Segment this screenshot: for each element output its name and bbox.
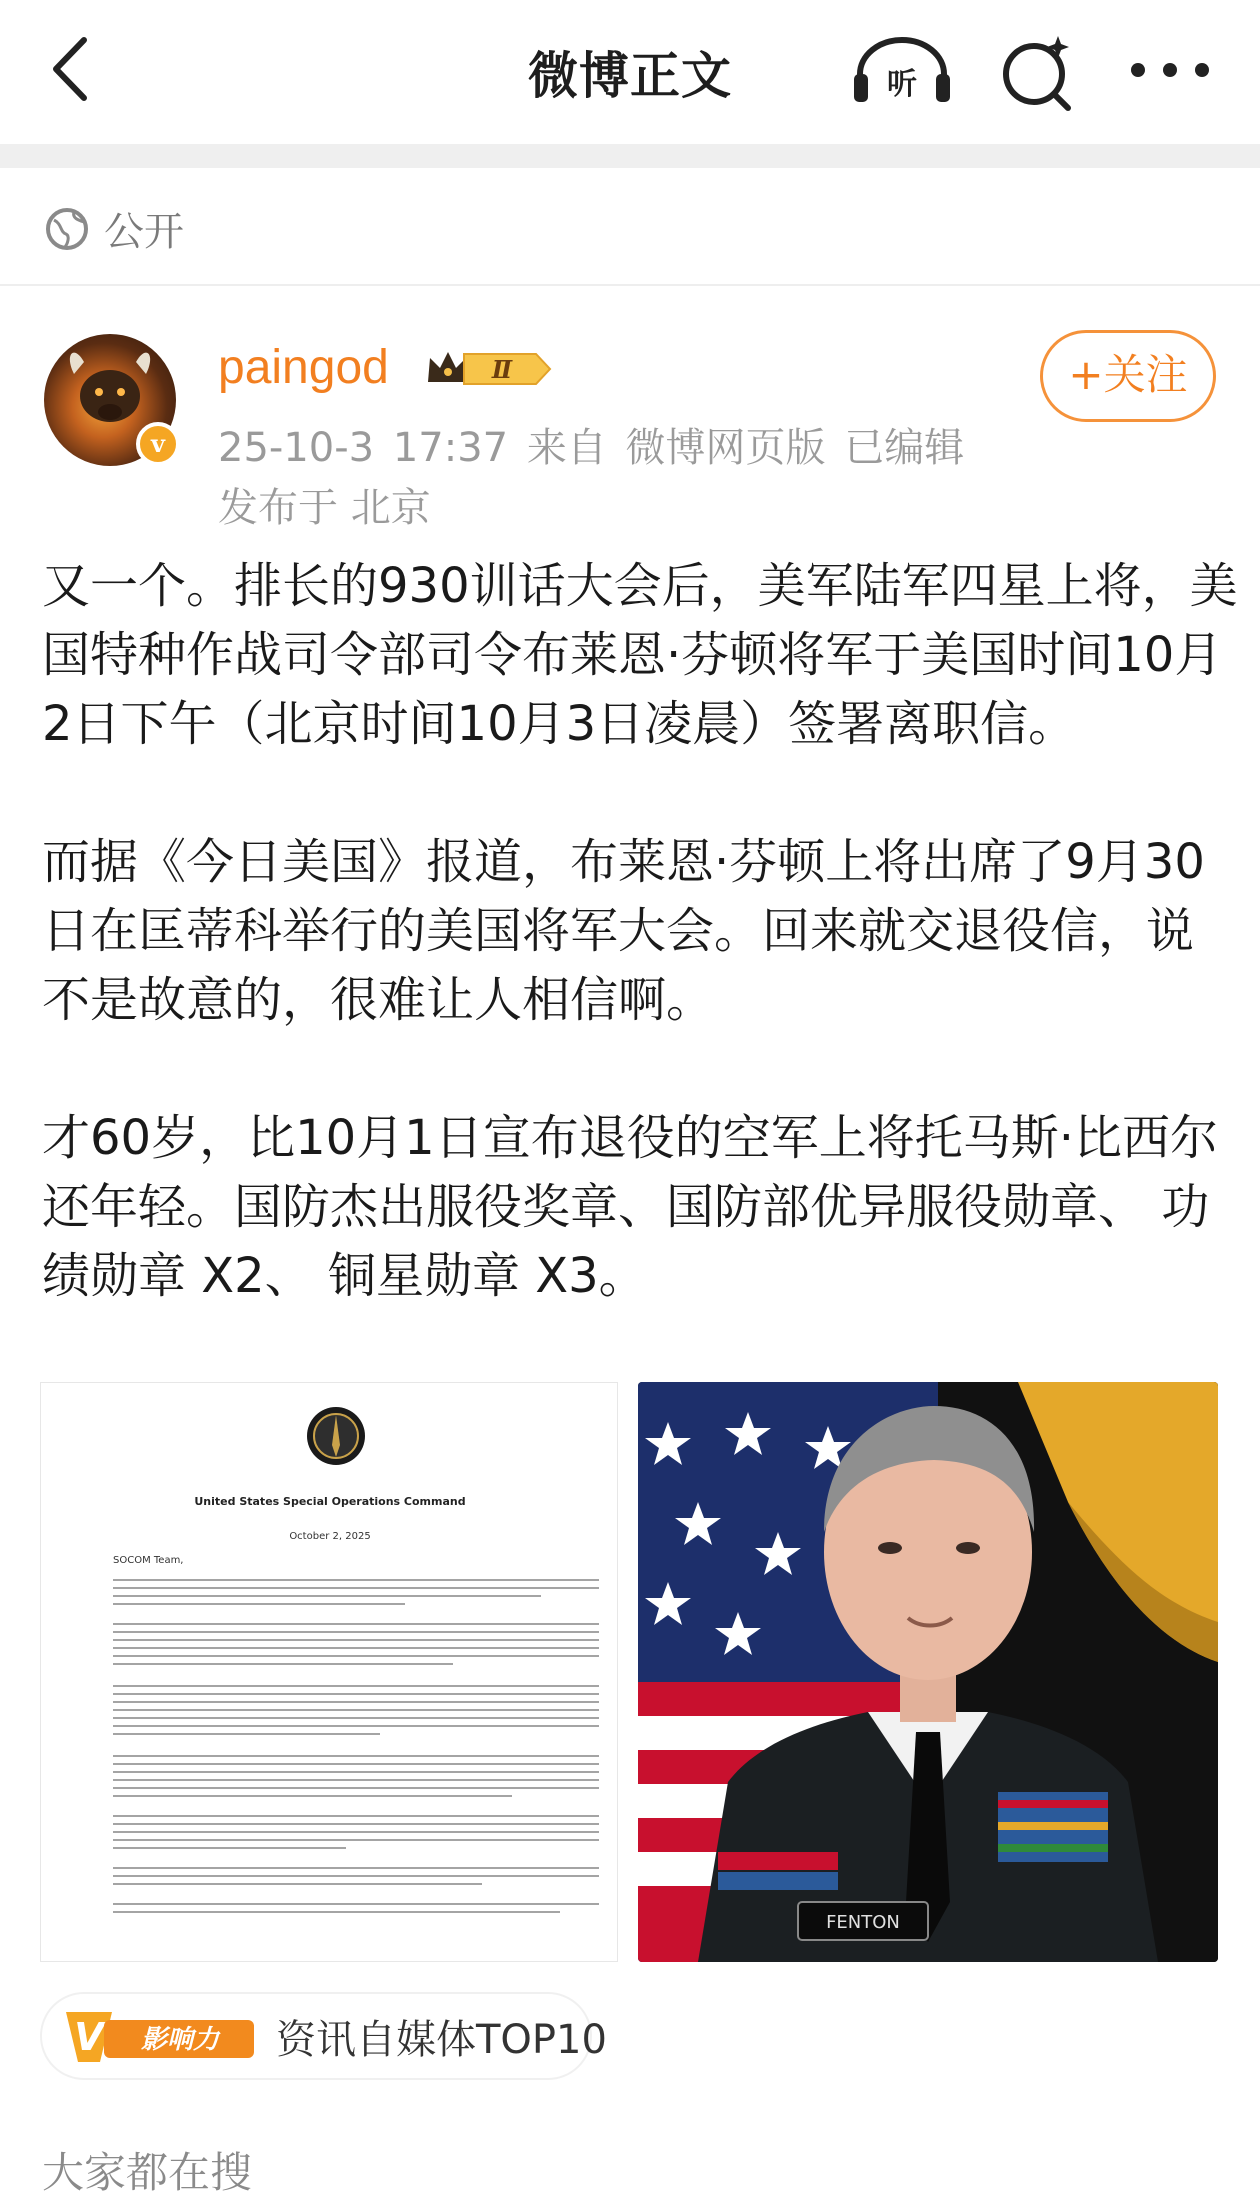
letter-paragraph [113,1815,599,1855]
letter-date: October 2, 2025 [289,1531,371,1542]
top-bar [0,0,1260,140]
letter-heading: United States Special Operations Command [194,1495,466,1508]
svg-text:V: V [74,2015,104,2059]
verified-badge: v [136,422,180,466]
portrait-name-tag: FENTON [826,1912,900,1933]
letter-paragraph [113,1685,599,1741]
globe-icon [44,206,90,252]
letter-paragraph [113,1623,599,1671]
letter-paragraph [113,1579,599,1611]
portrait-image [638,1382,1218,1962]
influence-text: 资讯自媒体TOP10 [276,2017,607,2063]
post-paragraph: 而据《今日美国》报道，布莱恩·芬顿上将出席了9月30日在匡蒂科举行的美国将军大会。回来就交退役信，说不是故意的，很难让人相信啊。 [42,834,1205,1028]
header-divider [0,144,1260,168]
vip-level-label: Ⅱ [491,355,513,384]
visibility-label: 公开 [104,209,184,255]
listen-headphones-icon[interactable] [850,34,954,106]
trending-search-heading: 大家都在搜 [42,2148,253,2197]
search-icon[interactable] [996,32,1080,112]
listen-label: 听 [887,67,917,102]
author-username[interactable]: paingod [218,341,389,394]
post-paragraph: 又一个。排长的930训话大会后，美军陆军四星上将，美国特种作战司令部司令布莱恩·芬顿将军于美国时间10月2日下午（北京时间10月3日凌晨）签署离职信。 [42,558,1238,752]
post-meta: 25-10-3 17:37 来自 微博网页版 已编辑 [218,425,965,471]
post-paragraph: 才60岁，比10月1日宣布退役的空军上将托马斯·比西尔还年轻。国防杰出服役奖章、国防部优异服役勋章、 功绩勋章 X2、 铜星勋章 X3。 [42,1110,1218,1304]
post-location: 发布于 北京 [218,485,431,531]
post-body [42,552,1238,1380]
author-avatar[interactable] [44,334,176,466]
influence-badge-label: 影响力 [140,2025,220,2055]
letter-paragraph [113,1903,599,1919]
influence-v-badge-icon [60,2008,260,2066]
vip-crown-badge-icon [424,346,554,392]
post-image-letter[interactable] [40,1382,618,1962]
socom-seal-icon [305,1405,367,1467]
follow-button[interactable]: +关注 [1040,330,1216,422]
visibility-row [0,168,1260,286]
page-title: 微博正文 [528,47,732,105]
letter-paragraph [113,1867,599,1891]
influence-badge[interactable] [40,1992,607,2080]
letter-paragraph [113,1755,599,1803]
post-image-portrait[interactable] [638,1382,1218,1962]
more-options-icon[interactable] [1120,42,1220,98]
letter-greeting: SOCOM Team, [113,1555,184,1566]
